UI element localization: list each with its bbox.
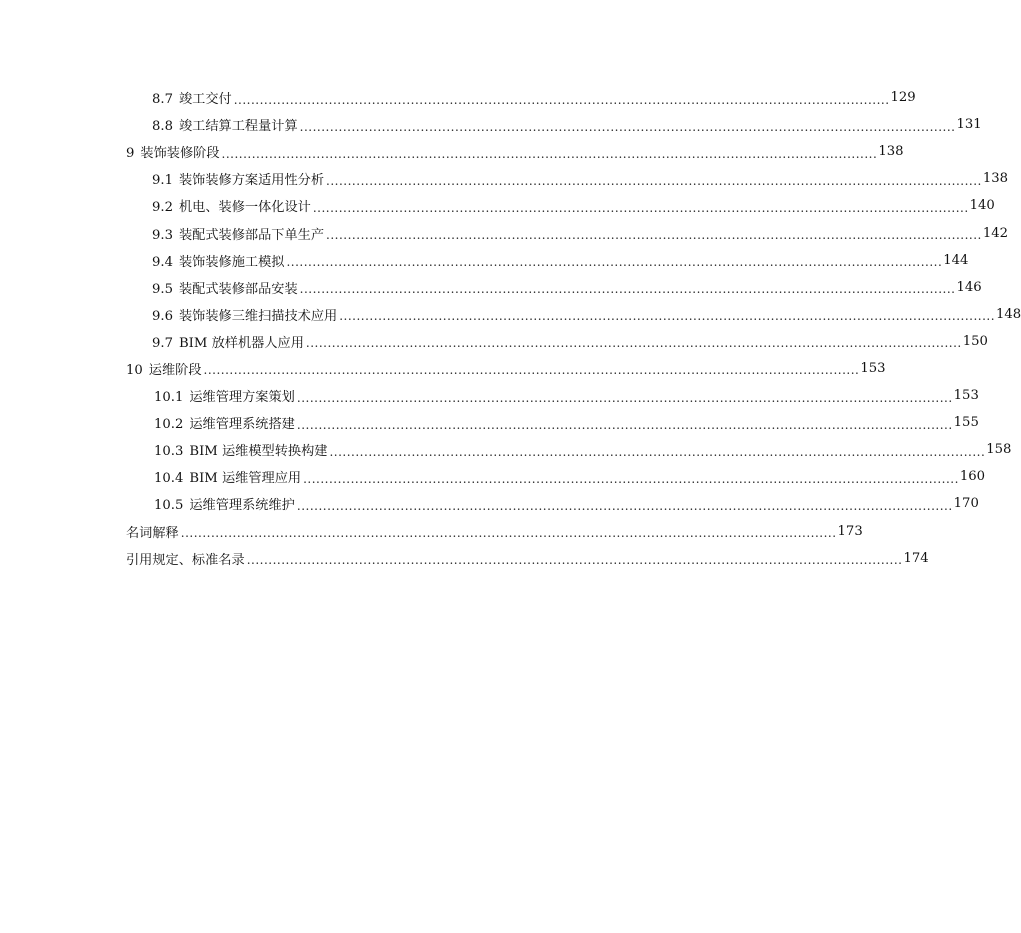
toc-entry-title: 名词解释 xyxy=(126,522,181,541)
dot-leader: ........................................................................................................................................................ xyxy=(286,255,943,270)
toc-entry-page-number: 153 xyxy=(953,388,979,404)
toc-entry-page-number: 153 xyxy=(860,360,886,376)
dot-leader: ........................................................................................................................................................ xyxy=(246,553,903,568)
toc-entry-9-4[interactable] xyxy=(0,247,969,274)
toc-entry-9-6[interactable] xyxy=(0,301,1021,328)
toc-entry-page-number: 129 xyxy=(890,90,916,106)
toc-entry-title: 8.7 竣工交付 xyxy=(152,88,234,107)
toc-entry-title: 10.5 运维管理系统维护 xyxy=(154,494,297,513)
toc-entry-page-number: 138 xyxy=(878,144,904,160)
dot-leader: ........................................................................................................................................................ xyxy=(299,282,956,297)
toc-entry-10-4[interactable] xyxy=(0,463,986,490)
dot-leader: ........................................................................................................................................................ xyxy=(305,336,962,351)
toc-entry-8-7[interactable] xyxy=(0,84,916,111)
toc-entry-title: 8.8 竣工结算工程量计算 xyxy=(152,115,300,134)
toc-entry-title: 引用规定、标准名录 xyxy=(126,549,247,568)
toc-entry-references[interactable] xyxy=(0,545,929,572)
toc-entry-page-number: 142 xyxy=(982,225,1009,241)
dot-leader: ........................................................................................................................................................ xyxy=(296,417,953,432)
toc-entry-title: 10.2 运维管理系统搭建 xyxy=(154,413,297,432)
dot-leader: ........................................................................................................................................................ xyxy=(326,228,982,243)
toc-entry-9-3[interactable] xyxy=(0,219,1009,246)
dot-leader: ........................................................................................................................................................ xyxy=(203,363,860,378)
toc-entry-10[interactable] xyxy=(0,355,886,382)
toc-entry-page-number: 131 xyxy=(956,117,982,133)
toc-entry-9-2[interactable] xyxy=(0,192,995,219)
toc-entry-page-number: 148 xyxy=(996,306,1021,322)
dot-leader: ........................................................................................................................................................ xyxy=(329,444,986,459)
toc-entry-title: 10.3 BIM 运维模型转换构建 xyxy=(154,440,329,459)
dot-leader: ........................................................................................................................................................ xyxy=(303,471,959,486)
toc-entry-page-number: 170 xyxy=(953,496,979,512)
toc-entry-10-1[interactable] xyxy=(0,382,979,409)
toc-entry-title: 9.2 机电、装修一体化设计 xyxy=(152,196,313,215)
toc-entry-10-5[interactable] xyxy=(0,490,979,517)
toc-entry-9-5[interactable] xyxy=(0,274,982,301)
dot-leader: ........................................................................................................................................................ xyxy=(233,92,890,107)
toc-entry-10-3[interactable] xyxy=(0,436,1012,463)
dot-leader: ........................................................................................................................................................ xyxy=(299,119,956,134)
toc-entry-8-8[interactable] xyxy=(0,111,982,138)
toc-entry-title: 9.6 装饰装修三维扫描技术应用 xyxy=(152,305,339,324)
toc-entry-glossary[interactable] xyxy=(0,518,863,545)
toc-entry-10-2[interactable] xyxy=(0,409,979,436)
dot-leader: ........................................................................................................................................................ xyxy=(221,146,878,161)
toc-entry-page-number: 144 xyxy=(943,252,969,268)
toc-entry-title: 9.3 装配式装修部品下单生产 xyxy=(152,224,326,243)
toc-entry-title: 9.1 装饰装修方案适用性分析 xyxy=(152,169,326,188)
toc-entry-9-1[interactable] xyxy=(0,165,1009,192)
toc-entry-page-number: 160 xyxy=(959,469,986,485)
toc-entry-title: 9.5 装配式装修部品安装 xyxy=(152,278,300,297)
dot-leader: ........................................................................................................................................................ xyxy=(296,498,953,513)
toc-entry-title: 9.4 装饰装修施工模拟 xyxy=(152,251,286,270)
dot-leader: ........................................................................................................................................................ xyxy=(339,309,996,324)
toc-entry-title: 9.7 BIM 放样机器人应用 xyxy=(152,332,306,351)
toc-entry-9-7[interactable] xyxy=(0,328,988,355)
toc-entry-page-number: 146 xyxy=(956,279,982,295)
toc-entry-title: 10 运维阶段 xyxy=(126,359,204,378)
toc-entry-9[interactable] xyxy=(0,138,904,165)
toc-entry-page-number: 155 xyxy=(953,415,979,431)
toc-entry-page-number: 150 xyxy=(962,333,988,349)
toc-entry-title: 10.1 运维管理方案策划 xyxy=(154,386,297,405)
dot-leader: ........................................................................................................................................................ xyxy=(296,390,953,405)
toc-entry-title: 9 装饰装修阶段 xyxy=(126,142,222,161)
dot-leader: ........................................................................................................................................................ xyxy=(326,173,982,188)
toc-entry-page-number: 158 xyxy=(986,442,1012,458)
toc-entry-page-number: 174 xyxy=(903,550,929,566)
toc-entry-page-number: 138 xyxy=(982,171,1009,187)
toc-entry-title: 10.4 BIM 运维管理应用 xyxy=(154,467,303,486)
toc-entry-page-number: 173 xyxy=(837,523,863,539)
dot-leader: ........................................................................................................................................................ xyxy=(312,200,969,215)
table-of-contents xyxy=(0,84,1021,572)
dot-leader: ........................................................................................................................................................ xyxy=(180,526,837,541)
toc-entry-page-number: 140 xyxy=(969,198,995,214)
